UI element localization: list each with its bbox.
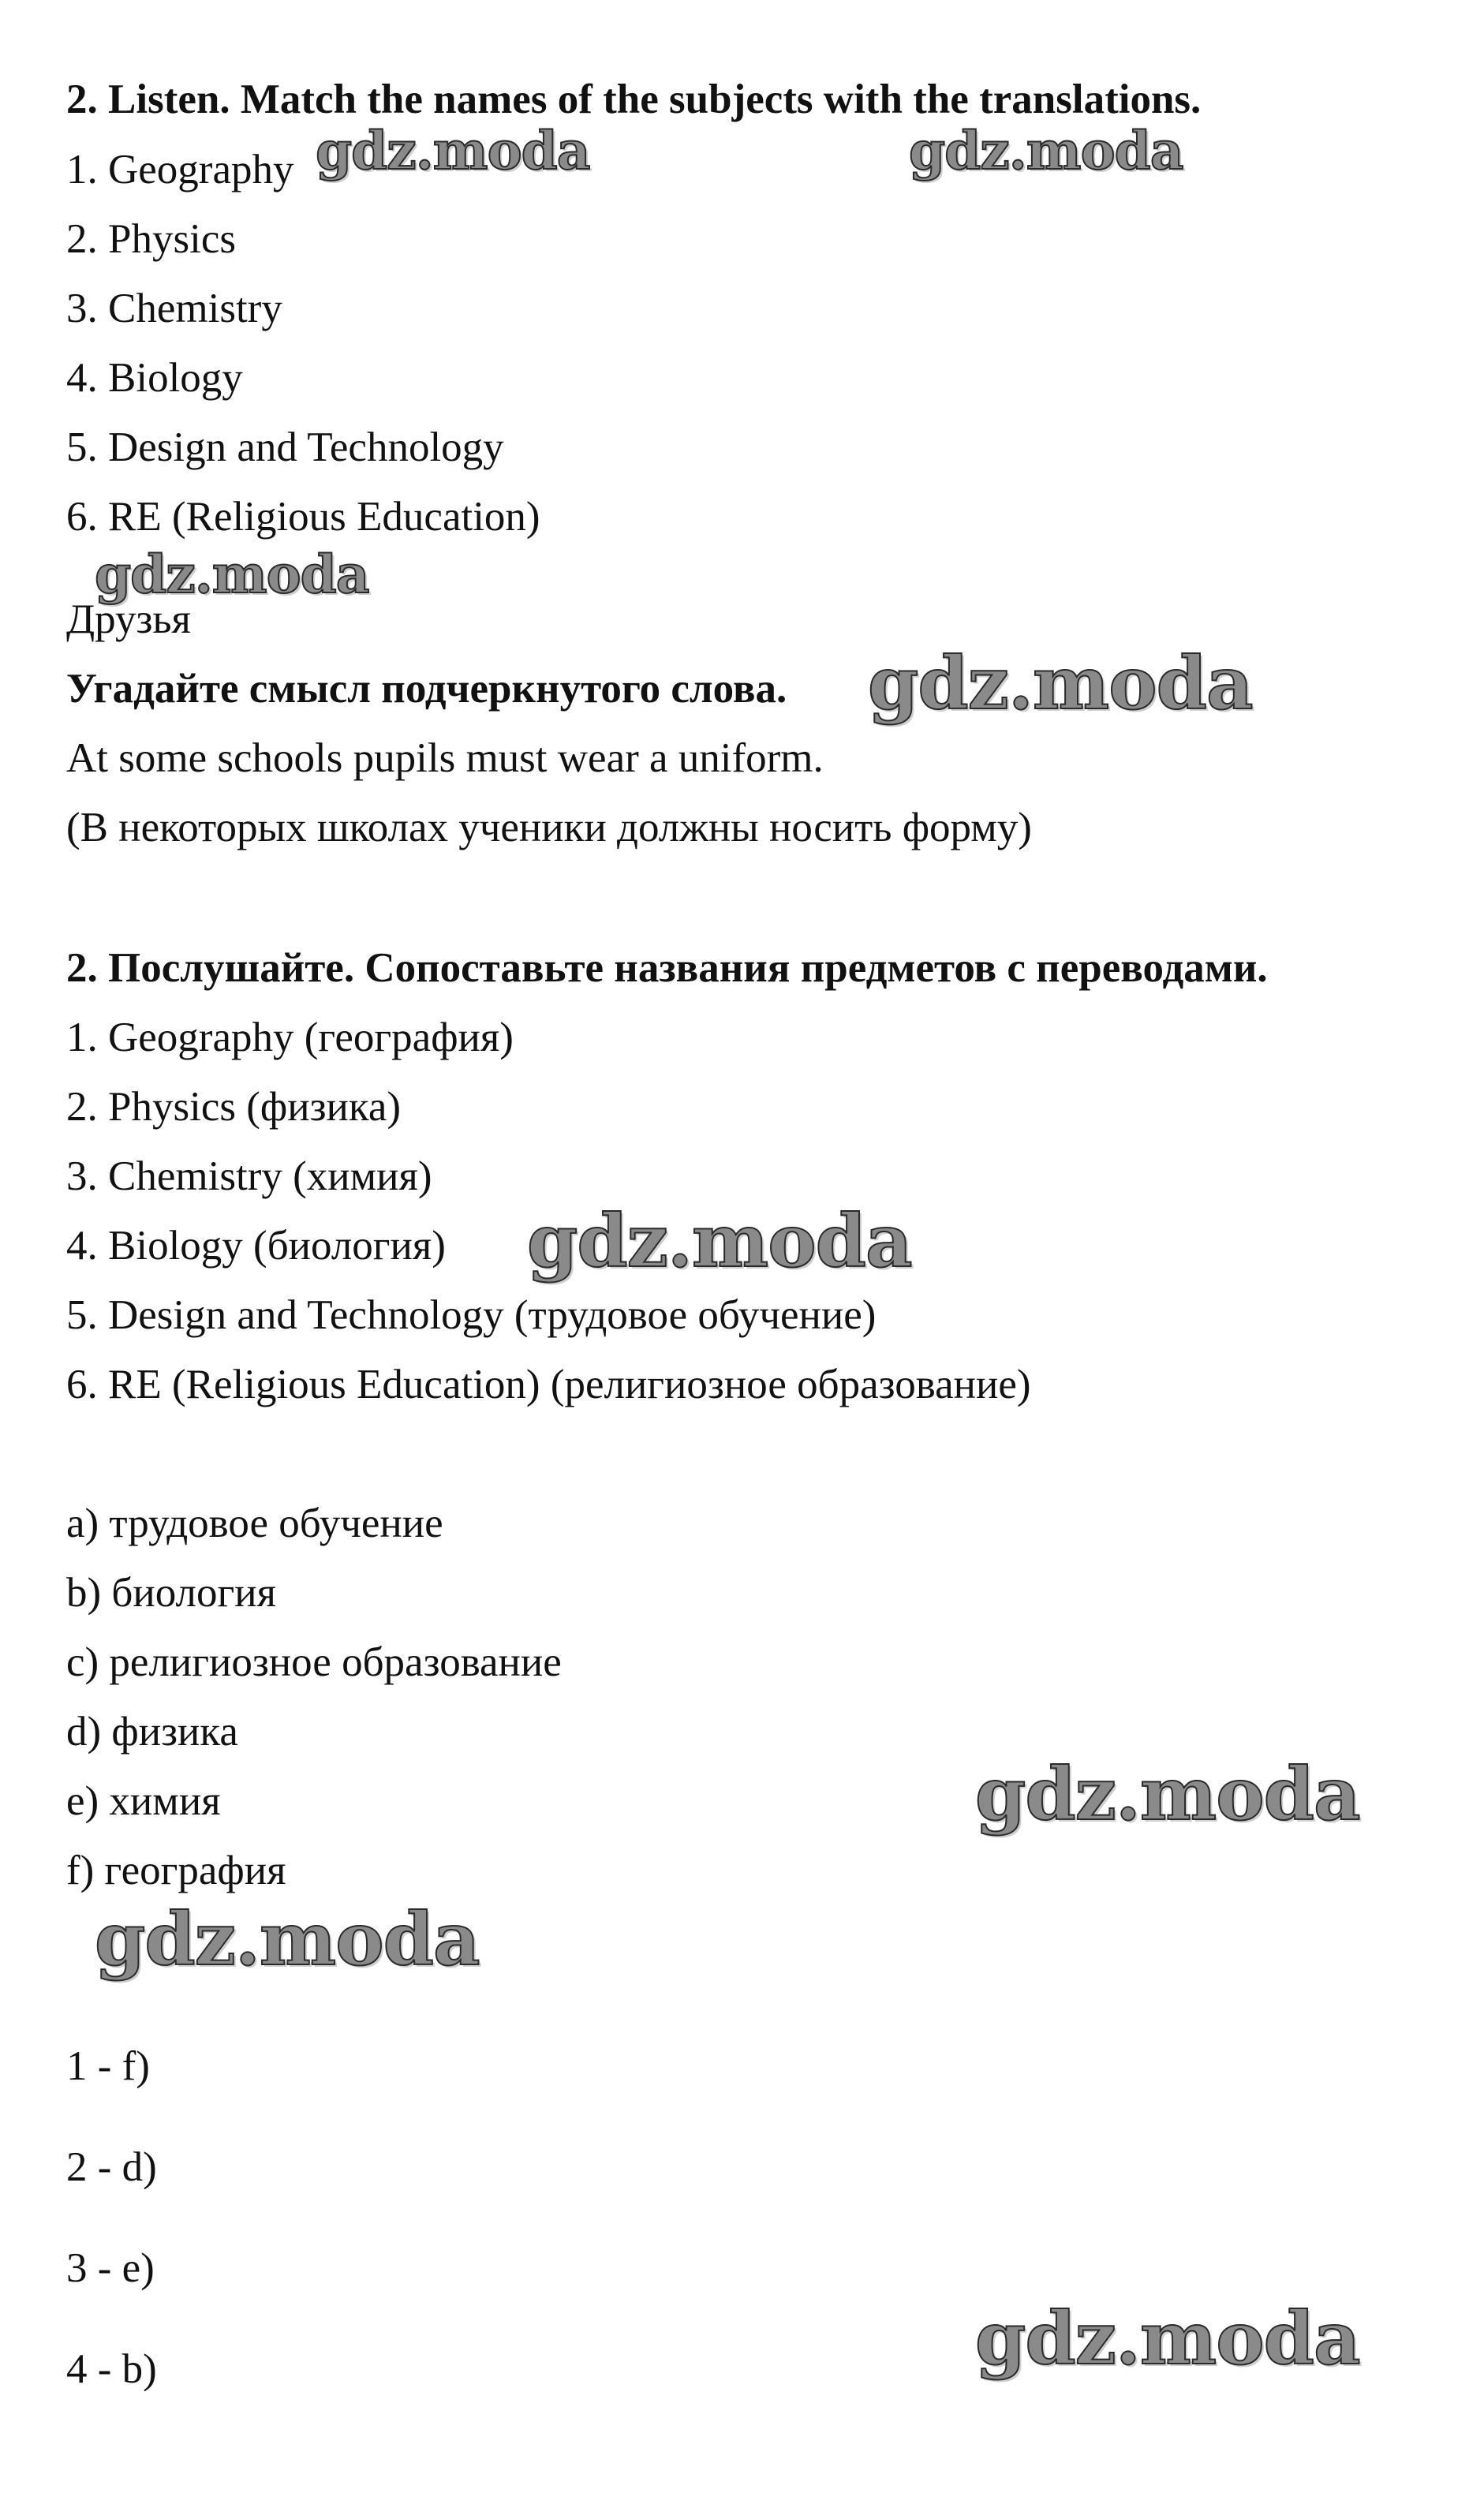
subject-item: 1. Geography [66, 147, 294, 192]
answer-item: 2 - d) [66, 2144, 157, 2190]
exercise-heading-en: 2. Listen. Match the names of the subjects with the translations. [66, 77, 1202, 122]
subject-item: 4. Biology [66, 355, 243, 401]
answer-item: 4 - b) [66, 2346, 157, 2392]
option-item: b) биология [66, 1570, 276, 1616]
watermark-logo: gdz.moda [868, 641, 1253, 726]
subject-item: 2. Physics (физика) [66, 1084, 401, 1130]
answer-item: 3 - e) [66, 2245, 155, 2291]
exercise-heading-ru: 2. Послушайте. Сопоставьте названия предметов с переводами. [66, 945, 1268, 991]
watermark-logo: gdz.moda [95, 1897, 480, 1982]
watermark-logo: gdz.moda [527, 1198, 912, 1284]
option-item: e) химия [66, 1778, 221, 1824]
subject-item: 5. Design and Technology (трудовое обучение) [66, 1292, 877, 1338]
watermark-logo: gdz.moda [95, 544, 369, 605]
subject-item: 1. Geography (география) [66, 1015, 514, 1060]
answer-item: 1 - f) [66, 2043, 150, 2089]
subject-item: 6. RE (Religious Education) (религиозное образование) [66, 1362, 1031, 1407]
subject-item: 4. Biology (биология) [66, 1223, 446, 1269]
watermark-logo: gdz.moda [909, 120, 1183, 181]
subject-item: 3. Chemistry [66, 286, 282, 331]
watermark-logo: gdz.moda [975, 1751, 1360, 1837]
subject-item: 3. Chemistry (химия) [66, 1153, 432, 1199]
subject-item: 5. Design and Technology [66, 424, 504, 470]
option-item: a) трудовое обучение [66, 1501, 443, 1546]
subject-item: 2. Physics [66, 216, 236, 262]
option-item: c) религиозное образование [66, 1639, 562, 1685]
watermark-logo: gdz.moda [975, 2296, 1360, 2381]
section-title: Друзья [66, 596, 191, 642]
watermark-logo: gdz.moda [316, 120, 590, 181]
example-sentence: At some schools pupils must wear a uniform. [66, 735, 824, 781]
subject-item: 6. RE (Religious Education) [66, 494, 540, 540]
task-text: Угадайте смысл подчеркнутого слова. [66, 666, 787, 712]
option-item: d) физика [66, 1709, 238, 1755]
example-translation: (В некоторых школах ученики должны носить форму) [66, 805, 1032, 850]
option-item: f) география [66, 1848, 286, 1893]
